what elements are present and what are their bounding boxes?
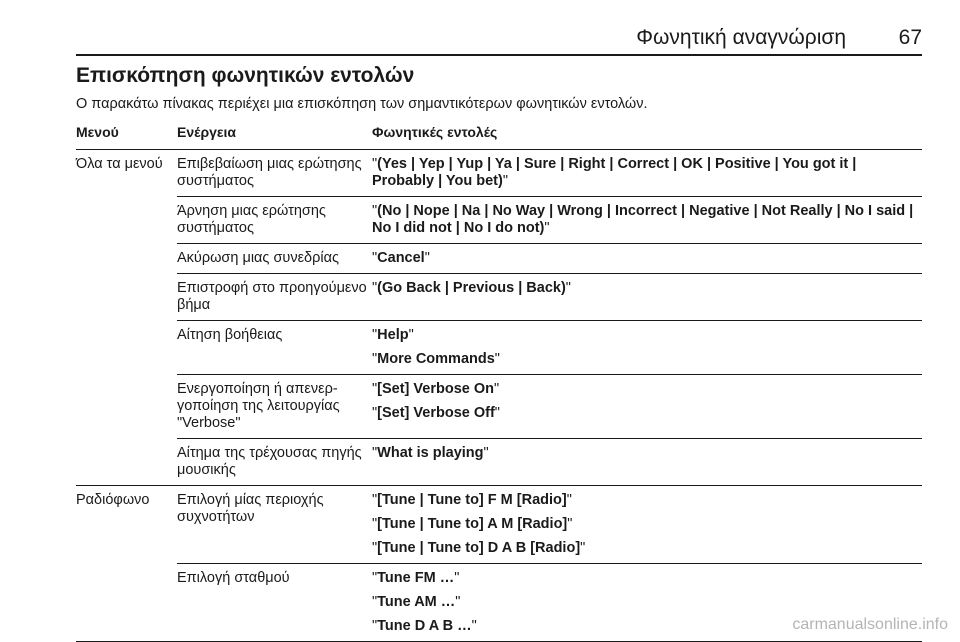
cell-action: Ακύρωση μιας συνεδρίας — [177, 244, 372, 274]
voice-command: "[Set] Verbose Off" — [372, 405, 500, 421]
voice-command: "[Set] Verbose On" — [372, 381, 500, 397]
voice-command: "(Go Back | Previous | Back)" — [372, 280, 571, 296]
cell-action: Ενεργοποίηση ή απενερ-γοποίηση της λειτουργίας "Verbose" — [177, 375, 372, 439]
column-header-action: Ενέργεια — [177, 122, 372, 150]
voice-command: "(No | Nope | Na | No Way | Wrong | Incorrect | Negative | Not Really | No I said | No I did not | No I do not)" — [372, 203, 914, 236]
voice-command-text: [Set] Verbose Off — [377, 405, 495, 421]
voice-command-text: [Tune | Tune to] A M [Radio] — [377, 516, 568, 532]
voice-command-text: Help — [377, 327, 409, 343]
voice-command: "Tune FM …" — [372, 570, 460, 586]
voice-command-text: (No | Nope | Na | No Way | Wrong | Incorrect | Negative | Not Really | No I said | No I did not | No I do not) — [372, 203, 914, 236]
cell-commands — [372, 321, 922, 375]
cell-menu — [76, 321, 177, 375]
cell-action: Επιστροφή στο προηγούμενο βήμα — [177, 274, 372, 321]
voice-command-text: [Set] Verbose On — [377, 381, 494, 397]
voice-command: "Cancel" — [372, 250, 430, 266]
voice-command-text: Tune AM … — [377, 594, 456, 610]
cell-commands — [372, 197, 922, 244]
cell-action: Αίτημα της τρέχουσας πηγής μουσικής — [177, 439, 372, 486]
cell-menu: Όλα τα μενού — [76, 156, 163, 172]
page-number: 67 — [898, 26, 922, 49]
cell-menu: Ραδιόφωνο — [76, 492, 150, 508]
cell-commands — [372, 274, 922, 321]
voice-command-text: What is playing — [377, 445, 484, 461]
voice-command: "Tune D A B …" — [372, 618, 477, 634]
table-row — [76, 244, 922, 274]
column-header-commands: Φωνητικές εντολές — [372, 122, 922, 150]
column-header-menu: Μενού — [76, 122, 177, 150]
cell-commands — [372, 439, 922, 486]
watermark: carmanualsonline.info — [792, 616, 948, 633]
cell-menu — [76, 439, 177, 486]
voice-command: "[Tune | Tune to] D A B [Radio]" — [372, 540, 586, 556]
section-title: Επισκόπηση φωνητικών εντολών — [76, 64, 415, 87]
voice-command: "What is playing" — [372, 445, 489, 461]
voice-commands-table — [76, 122, 922, 642]
table-row — [76, 439, 922, 486]
voice-command: "[Tune | Tune to] F M [Radio]" — [372, 492, 572, 508]
cell-action: Επιλογή μίας περιοχής συχνοτήτων — [177, 486, 372, 564]
table-body — [76, 150, 922, 642]
voice-command-text: Cancel — [377, 250, 425, 266]
cell-menu — [76, 197, 177, 244]
table-row — [76, 150, 922, 197]
cell-commands — [372, 486, 922, 564]
voice-command: "More Commands" — [372, 351, 500, 367]
cell-menu — [76, 375, 177, 439]
cell-menu — [76, 244, 177, 274]
cell-action: Άρνηση μιας ερώτησης συστήματος — [177, 197, 372, 244]
voice-command-text: More Commands — [377, 351, 495, 367]
voice-command: "(Yes | Yep | Yup | Ya | Sure | Right | Correct | OK | Positive | You got it | Probably | You bet)" — [372, 156, 857, 189]
cell-commands — [372, 150, 922, 197]
table-row — [76, 486, 922, 564]
table-row — [76, 375, 922, 439]
cell-menu — [76, 274, 177, 321]
cell-action: Αίτηση βοήθειας — [177, 321, 372, 375]
cell-menu — [76, 564, 177, 642]
cell-action: Επιλογή σταθμού — [177, 564, 372, 642]
table-row — [76, 321, 922, 375]
voice-command-text: Tune FM … — [377, 570, 455, 586]
voice-command-text: Tune D A B … — [377, 618, 472, 634]
header-title: Φωνητική αναγνώριση — [636, 26, 846, 49]
voice-command: "[Tune | Tune to] A M [Radio]" — [372, 516, 573, 532]
cell-action: Επιβεβαίωση μιας ερώτησης συστήματος — [177, 150, 372, 197]
voice-command-text: (Go Back | Previous | Back) — [377, 280, 566, 296]
voice-command-text: [Tune | Tune to] F M [Radio] — [377, 492, 567, 508]
voice-command-text: [Tune | Tune to] D A B [Radio] — [377, 540, 581, 556]
voice-command: "Help" — [372, 327, 414, 343]
cell-commands — [372, 244, 922, 274]
table-header-row — [76, 122, 922, 150]
table-row — [76, 197, 922, 244]
intro-text: Ο παρακάτω πίνακας περιέχει μια επισκόπηση των σημαντικότερων φωνητικών εντολών. — [76, 96, 648, 112]
voice-command: "Tune AM …" — [372, 594, 461, 610]
table-row — [76, 274, 922, 321]
voice-command-text: (Yes | Yep | Yup | Ya | Sure | Right | Correct | OK | Positive | You got it | Probably | You bet) — [372, 156, 857, 189]
cell-commands — [372, 375, 922, 439]
page-header — [76, 20, 922, 56]
